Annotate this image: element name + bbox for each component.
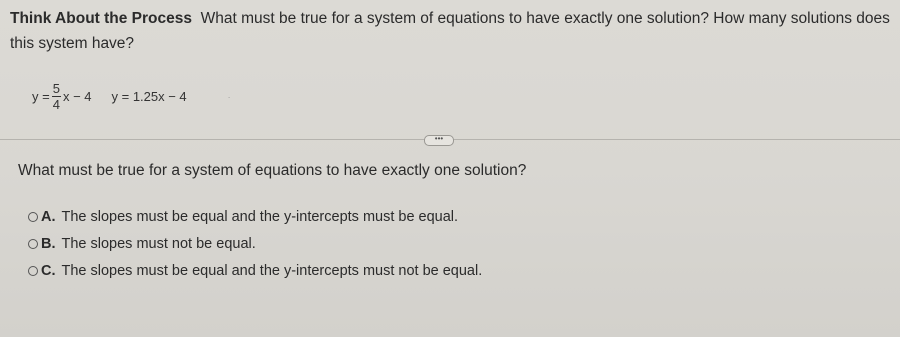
- problem-header: [10, 6, 890, 56]
- equation-system: [32, 74, 187, 118]
- option-letter: B.: [41, 235, 56, 252]
- option-c[interactable]: [28, 257, 482, 284]
- fraction-numerator: 5: [52, 80, 60, 96]
- option-text: The slopes must be equal and the y-intercepts must not be equal.: [61, 262, 483, 279]
- equation-1-right: x − 4: [62, 88, 92, 104]
- question-text: What must be true for a system of equations to have exactly one solution?: [18, 162, 527, 179]
- equation-2: y = 1.25x − 4: [111, 88, 187, 104]
- problem-prompt: What must be true for a system of equations to have exactly one solution? How many solutions does this system have?: [10, 10, 890, 52]
- radio-button-icon[interactable]: [28, 239, 38, 249]
- dot-icon: ˙: [228, 96, 231, 106]
- radio-button-icon[interactable]: [28, 212, 38, 222]
- radio-button-icon[interactable]: [28, 266, 38, 276]
- expand-more-button[interactable]: •••: [424, 135, 454, 146]
- option-text: The slopes must be equal and the y-intercepts must be equal.: [61, 208, 459, 225]
- option-a[interactable]: [28, 203, 482, 230]
- problem-title: Think About the Process: [10, 10, 193, 27]
- option-letter: A.: [41, 208, 56, 225]
- option-letter: C.: [41, 262, 56, 279]
- fraction-denominator: 4: [52, 96, 60, 112]
- equation-1-fraction: [52, 81, 61, 112]
- equation-1-left: y =: [32, 88, 50, 104]
- option-text: The slopes must not be equal.: [61, 235, 256, 252]
- answer-options: [28, 203, 482, 284]
- option-b[interactable]: [28, 230, 482, 257]
